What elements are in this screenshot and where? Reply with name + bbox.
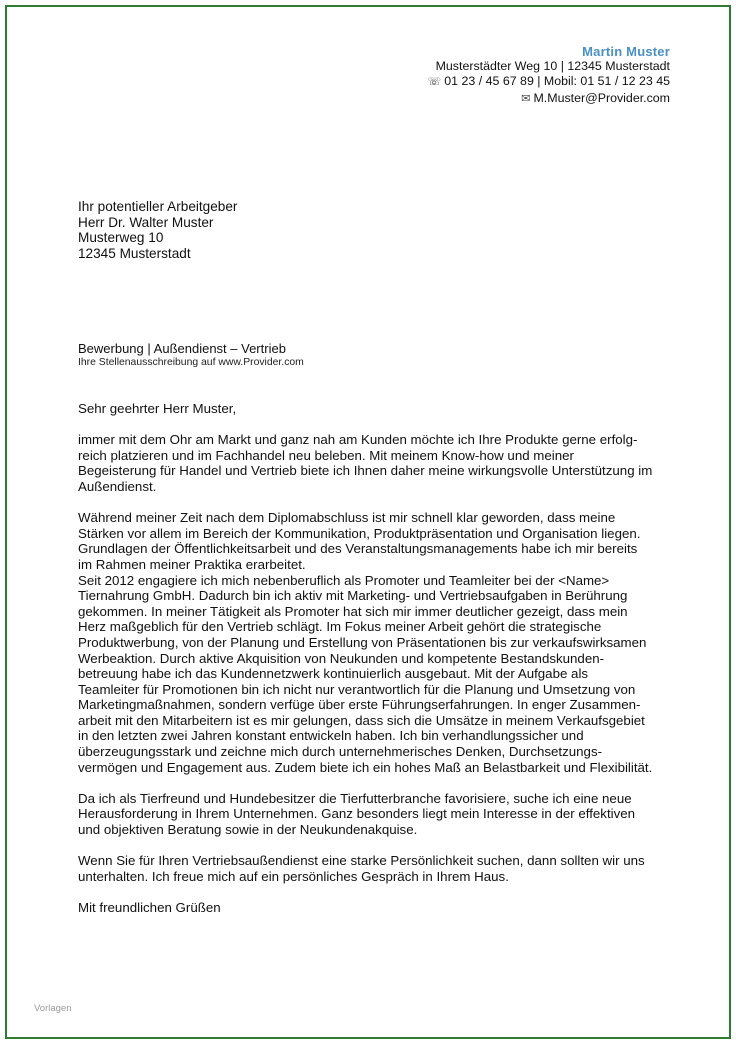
paragraph-line: gekommen. In meiner Tätigkeit als Promoter hat sich mir immer deutlicher gezeigt, dass mein (78, 603, 628, 619)
paragraph-line: Stärken vor allem im Bereich der Kommunikation, Produktpräsentation und Organisation liegen. (78, 525, 641, 541)
envelope-icon: ✉ (521, 92, 531, 105)
paragraph-line: Seit 2012 engagiere ich mich nebenberuflich als Promoter und Teamleiter bei der <Name> (78, 572, 610, 588)
paragraph-line: Herausforderung in Ihrem Unternehmen. Ganz besonders liegt mein Interesse in der effektiven (78, 806, 636, 822)
letter-paragraph (78, 432, 678, 494)
letter-paragraph (78, 510, 678, 775)
recipient-line: Ihr potentieller Arbeitgeber (78, 199, 238, 214)
paragraph-line: überzeugungsstark und zeichne mich durch unternehmerisches Denken, Durchsetzungs- (78, 744, 603, 760)
paragraph-line: Werbeaktion. Durch aktive Akquisition von Neukunden und kompetente Bestandskunden- (78, 650, 605, 666)
closing: Mit freundlichen Grüßen (78, 900, 221, 915)
recipient-address (78, 199, 237, 261)
paragraph-line: im Rahmen meiner Praktika erarbeitet. (78, 556, 306, 572)
recipient-line: 12345 Musterstadt (78, 245, 191, 261)
paragraph-line: in den letzten zwei Jahren konstant entwickeln haben. Ich bin verhandlungssicher und (78, 728, 584, 744)
paragraph-line: Während meiner Zeit nach dem Diplomabschluss ist mir schnell klar geworden, dass meine (78, 510, 616, 526)
paragraph-line: Tiernahrung GmbH. Dadurch bin ich aktiv mit Marketing- und Vertriebsaufgaben in Berührung (78, 588, 628, 604)
paragraph-line: Marketingmaßnahmen, sondern verfüge über erste Führungserfahrungen. In enger Zusammen- (78, 697, 641, 713)
paragraph-line: Da ich als Tierfreund und Hundebesitzer die Tierfutterbranche favorisiere, suche ich eine neue (78, 790, 632, 806)
recipient-line: Herr Dr. Walter Muster (78, 214, 214, 230)
paragraph-line: und objektiven Beratung sowie in der Neukundenakquise. (78, 822, 418, 838)
paragraph-line: Begeisterung für Handel und Vertrieb biete ich Ihnen daher meine wirkungsvolle Unterstützung im (78, 463, 653, 479)
paragraph-line: reich platzieren und im Fachhandel neu beleben. Mit meinem Know-how und meiner (78, 447, 574, 463)
paragraph-line: arbeit mit den Mitarbeitern ist es mir gelungen, dass sich die Umsätze in meinem Verkaufsgebiet (78, 712, 645, 728)
paragraph-line: Teamleiter für Promotionen bin ich nicht nur verantwortlich für die Planung und Umsetzung von (78, 681, 636, 697)
paragraph-line: Außendienst. (78, 478, 157, 494)
phone-icon: ☏ (427, 76, 442, 89)
paragraph-line: immer mit dem Ohr am Markt und ganz nah am Kunden möchte ich Ihre Produkte gerne erfolg- (78, 432, 638, 448)
paragraph-line: betreuung habe ich das Kundennetzwerk kontinuierlich ausgebaut. Mit der Aufgabe als (78, 666, 589, 682)
subject-separator: | (143, 341, 154, 356)
paragraph-line: Wenn Sie für Ihren Vertriebsaußendienst eine starke Persönlichkeit suchen, dann sollten wir uns (78, 853, 645, 869)
watermark: Vorlagen (34, 1003, 72, 1014)
salutation: Sehr geehrter Herr Muster, (78, 401, 237, 416)
letter-paragraphs (78, 432, 678, 884)
subject-reference: Ihre Stellenausschreibung auf www.Provider.com (78, 357, 304, 368)
subject-title-part1: Bewerbung (78, 341, 144, 356)
paragraph-line: Produktwerbung, von der Planung und Erstellung von Präsentationen bis zur verkaufswirksamen (78, 634, 647, 650)
paragraph-line: unterhalten. Ich freue mich auf ein persönliches Gespräch in Ihrem Haus. (78, 868, 509, 884)
sender-address: Musterstädter Weg 10 | 12345 Musterstadt (435, 59, 670, 74)
letter-paragraph (78, 791, 678, 838)
sender-phone-line (428, 74, 671, 90)
sender-block (428, 44, 671, 107)
letter-body (78, 401, 678, 931)
paragraph-line: Grundlagen der Öffentlichkeitsarbeit und des Veranstaltungsmanagements habe ich mir bereits (78, 541, 638, 557)
sender-phone: 01 23 / 45 67 89 | Mobil: 01 51 / 12 23 45 (444, 74, 670, 89)
letter-paragraph (78, 853, 678, 884)
paragraph-line: vermögen und Engagement aus. Zudem biete ich ein hohes Maß an Belastbarkeit und Flexibilität. (78, 759, 653, 775)
recipient-line: Musterweg 10 (78, 230, 164, 246)
sender-email: M.Muster@Provider.com (533, 90, 670, 105)
sender-name: Martin Muster (582, 44, 670, 59)
subject-block (78, 342, 304, 369)
sender-email-line (428, 91, 671, 107)
subject-title-part2: Außendienst – Vertrieb (153, 341, 286, 356)
subject-title (78, 342, 304, 356)
paragraph-line: Herz maßgeblich für den Vertrieb schlägt. Im Fokus meiner Arbeit gehört die strategische (78, 619, 602, 635)
